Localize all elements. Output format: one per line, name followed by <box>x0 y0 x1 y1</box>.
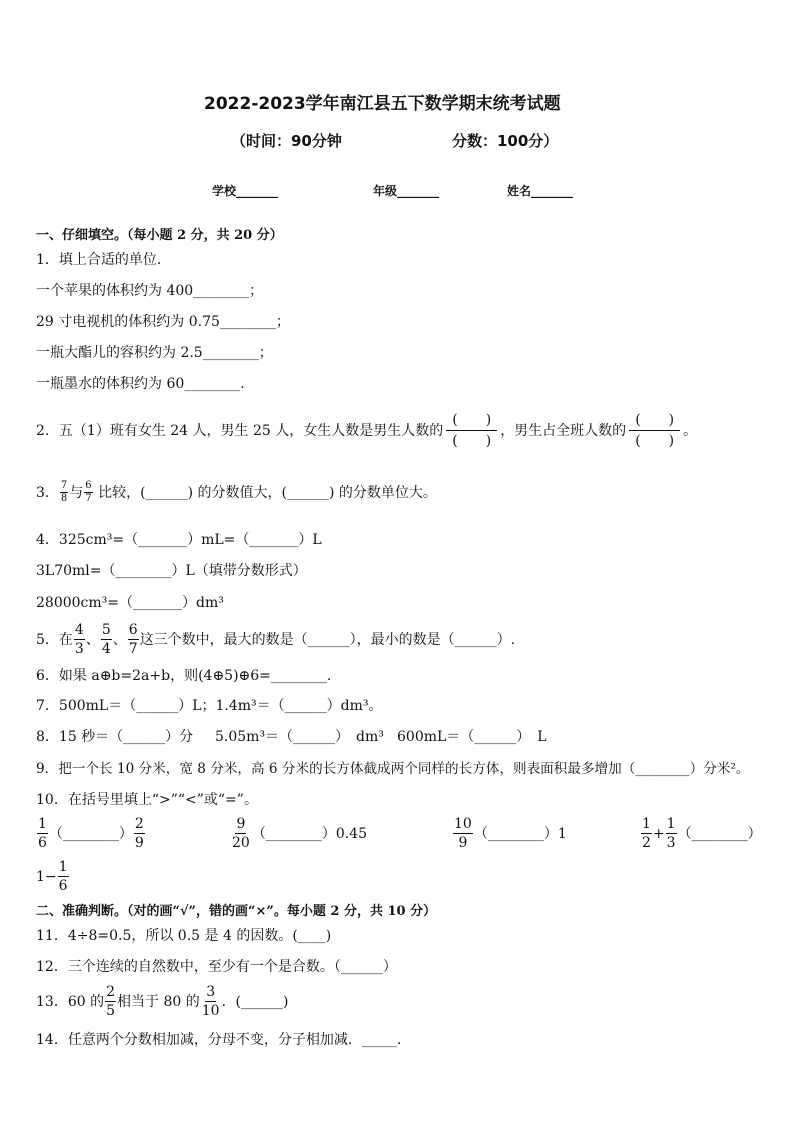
fraction: $\frac{1}{6}$ <box>38 816 47 851</box>
q14: 14．任意两个分数相加减，分母不变，分子相加减．_____. <box>36 1032 402 1048</box>
fraction: $\frac{9}{20}$ <box>232 816 250 851</box>
q2-mid: ，男生占全班人数的 <box>500 422 627 439</box>
fraction: $\frac{1}{3}$ <box>666 816 676 851</box>
fraction: $\frac{1}{6}$ <box>58 859 68 894</box>
q4-b: 3L70ml=（________）L（填带分数形式） <box>36 563 307 579</box>
q11: 11．4÷8=0.5，所以 0.5 是 4 的因数。(____) <box>36 928 332 944</box>
q8-c: 600mL＝（______） L <box>397 729 547 745</box>
q3: 3． $\frac{7}{8}$ 与 $\frac{6}{7}$ 比较，(______) 的分数值大，(______) 的分数单位大。 <box>36 480 437 504</box>
exam-time: （时间：90分钟 <box>231 132 342 150</box>
q10-compare-3: $\frac{10}{9}$ （________） 1 <box>454 816 567 851</box>
q2-blank-fraction-1: $\frac{( )}{( )}$ <box>446 412 497 449</box>
section1-heading: 一、仔细填空。（每小题 2 分，共 20 分） <box>36 228 283 243</box>
q5-fraction-1: $\frac{4}{3}$ <box>74 622 84 657</box>
q8-a: 8．15 秒＝（______）分 <box>36 729 194 745</box>
q4-a: 4．325cm³=（_______）mL=（_______）L <box>36 532 322 548</box>
q3-fraction-2: $\frac{6}{7}$ <box>85 480 92 504</box>
grade-field: 年级_______ <box>373 184 440 198</box>
q2-pre: 2．五（1）班有女生 24 人，男生 25 人，女生人数是男生人数的 <box>36 422 444 439</box>
q2 <box>36 412 697 449</box>
name-field: 姓名_______ <box>507 184 574 198</box>
q1-d: 一瓶墨水的体积约为 60________． <box>36 376 255 392</box>
school-field: 学校_______ <box>212 184 279 198</box>
exam-score: 分数：100分） <box>452 132 559 150</box>
q2-end: 。 <box>683 422 698 439</box>
page-title: 2022-2023学年南江县五下数学期末统考试题 <box>204 94 561 114</box>
q5: 5．在 $\frac{4}{3}$ 、 $\frac{5}{4}$ 、 $\frac{6}{7}$ 这三个数中，最大的数是（______），最小的数是（______）. <box>36 622 516 657</box>
q1-c: 一瓶大酯儿的容积约为 2.5________； <box>36 345 273 361</box>
q1-stem: 1．填上合适的单位． <box>36 252 171 268</box>
q5-fraction-3: $\frac{6}{7}$ <box>128 622 138 657</box>
q10-compare-4: $\frac{1}{2}$ + $\frac{1}{3}$ （________） <box>642 816 762 851</box>
q12: 12．三个连续的自然数中，至少有一个是合数。（______） <box>36 959 397 975</box>
q7: 7．500mL＝（______）L；1.4m³＝（______）dm³。 <box>36 698 383 714</box>
q4-c: 28000cm³=（_______）dm³ <box>36 595 224 611</box>
q10-compare-1: $\frac{1}{6}$ （________） $\frac{2}{9}$ <box>38 816 144 851</box>
q3-fraction-1: $\frac{7}{8}$ <box>60 480 68 504</box>
fraction: $\frac{2}{5}$ <box>106 984 116 1019</box>
q10-stem: 10．在括号里填上“>”“<”或“=”。 <box>36 792 258 808</box>
fraction: $\frac{2}{9}$ <box>134 816 144 851</box>
fraction: $\frac{3}{10}$ <box>201 984 220 1019</box>
q1-a: 一个苹果的体积约为 400________； <box>36 283 264 299</box>
q13: 13．60 的 $\frac{2}{5}$ 相当于 80 的 $\frac{3}{10}$ ．(______) <box>36 984 289 1019</box>
q1-b: 29 寸电视机的体积约为 0.75________； <box>36 314 290 330</box>
q10-compare-5: 1− $\frac{1}{6}$ <box>36 859 68 894</box>
q10-compare-2: $\frac{9}{20}$ （________） 0.45 <box>232 816 367 851</box>
q6: 6．如果 a⊕b=2a+b，则(4⊕5)⊕6=________. <box>36 668 332 684</box>
section2-heading: 二、准确判断。（对的画“√”，错的画“×”。每小题 2 分，共 10 分） <box>36 904 437 919</box>
q9: 9．把一个长 10 分米，宽 8 分米，高 6 分米的长方体截成两个同样的长方体，则表面积最多增加（________）分米²。 <box>36 761 750 777</box>
q8-b: 5.05m³＝（______） dm³ <box>215 729 384 745</box>
q5-fraction-2: $\frac{5}{4}$ <box>101 622 111 657</box>
fraction: $\frac{1}{2}$ <box>642 816 651 851</box>
q2-blank-fraction-2: $\frac{( )}{( )}$ <box>629 412 680 449</box>
fraction: $\frac{10}{9}$ <box>454 816 472 851</box>
